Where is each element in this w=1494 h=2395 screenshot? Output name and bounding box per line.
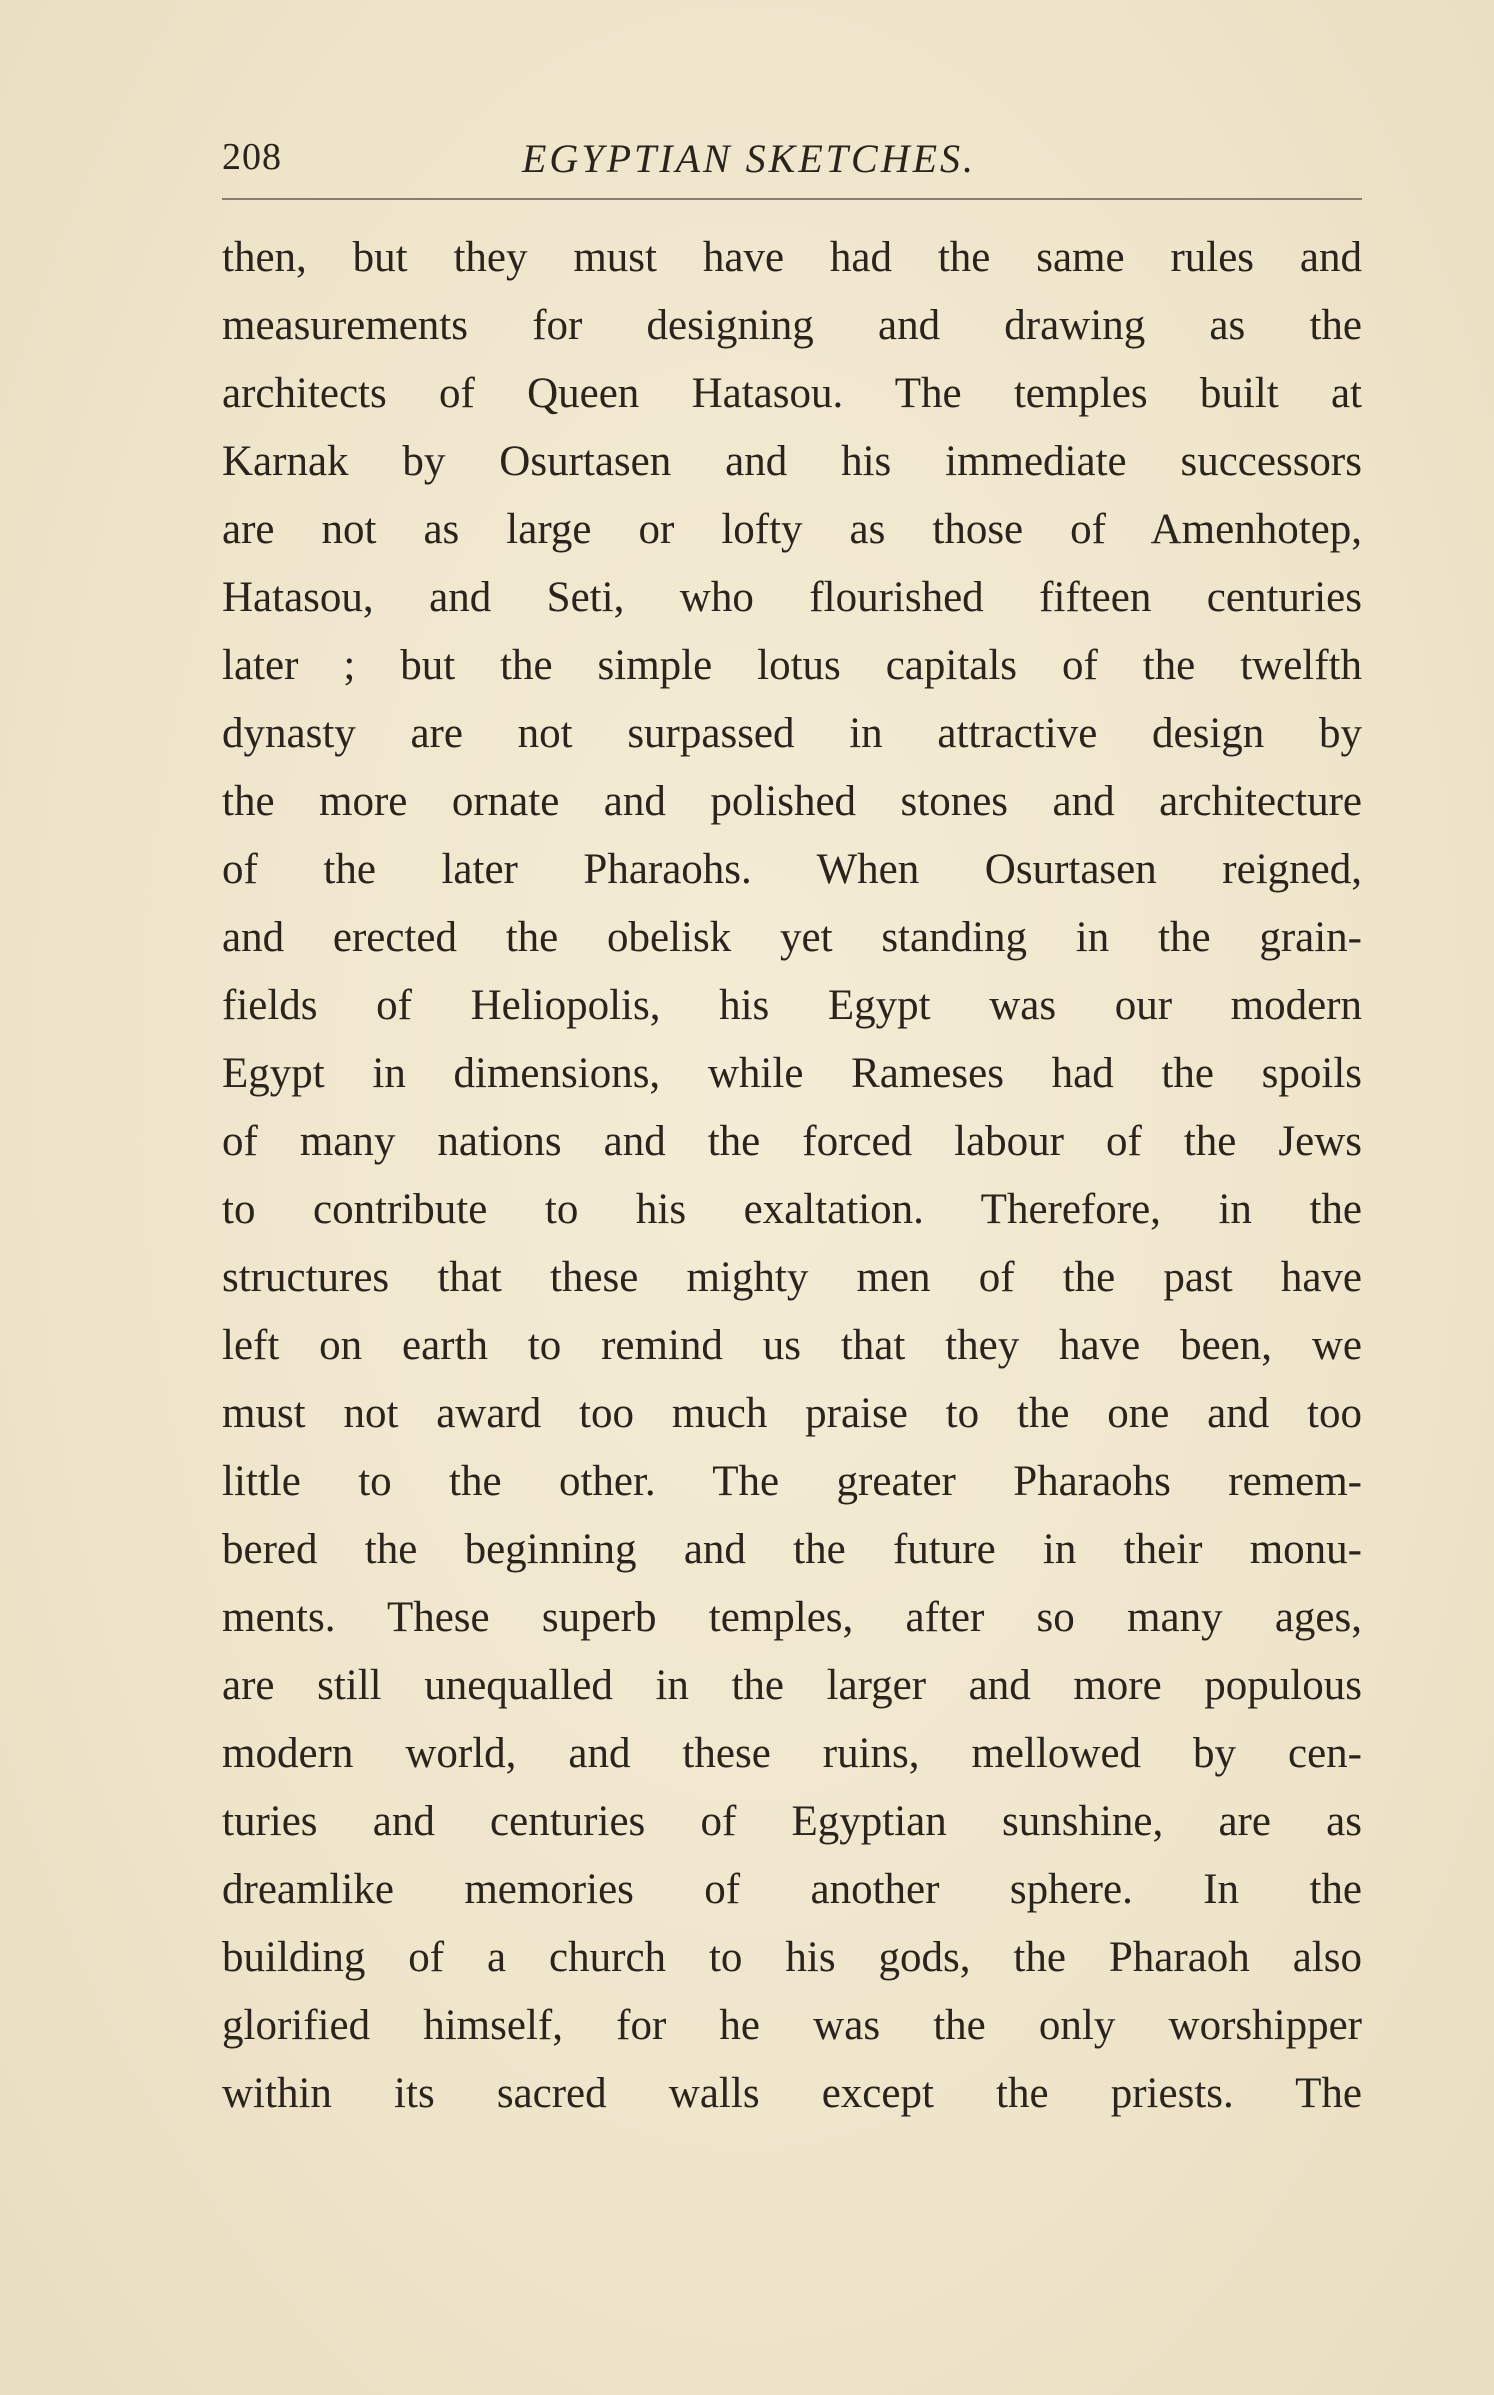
page-number: 208 [222,136,282,178]
text-line: are still unequalled in the larger and more populous [222,1662,1362,1709]
text-line: ments. These superb temples, after so many ages, [222,1594,1362,1641]
text-line: the more ornate and polished stones and architecture [222,778,1362,825]
text-line: architects of Queen Hatasou. The temples built at [222,370,1362,417]
text-line: Karnak by Osurtasen and his immediate successors [222,438,1362,485]
text-line: then, but they must have had the same rules and [222,234,1362,281]
text-line: must not award too much praise to the one and too [222,1390,1362,1437]
text-line: turies and centuries of Egyptian sunshine, are as [222,1798,1362,1845]
text-line: little to the other. The greater Pharaohs remem- [222,1458,1362,1505]
header-rule [222,198,1362,200]
text-line: dreamlike memories of another sphere. In the [222,1866,1362,1913]
text-line: Egypt in dimensions, while Rameses had the spoils [222,1050,1362,1097]
text-line: later ; but the simple lotus capitals of the twelfth [222,642,1362,689]
text-line: and erected the obelisk yet standing in the grain- [222,914,1362,961]
text-line: structures that these mighty men of the past have [222,1254,1362,1301]
text-line: glorified himself, for he was the only worshipper [222,2002,1362,2049]
text-line: fields of Heliopolis, his Egypt was our modern [222,982,1362,1029]
text-line: of many nations and the forced labour of the Jews [222,1118,1362,1165]
text-line: Hatasou, and Seti, who flourished fifteen centuries [222,574,1362,621]
body-text [222,224,1362,2128]
text-line: are not as large or lofty as those of Amenhotep, [222,506,1362,553]
page-header [222,135,1362,195]
text-line: dynasty are not surpassed in attractive design by [222,710,1362,757]
running-title: EGYPTIAN SKETCHES. [522,136,977,181]
text-line: modern world, and these ruins, mellowed by cen- [222,1730,1362,1777]
text-line: to contribute to his exaltation. Therefore, in the [222,1186,1362,1233]
text-line: bered the beginning and the future in their monu- [222,1526,1362,1573]
text-line: left on earth to remind us that they have been, we [222,1322,1362,1369]
text-line: building of a church to his gods, the Pharaoh also [222,1934,1362,1981]
text-line: measurements for designing and drawing as the [222,302,1362,349]
text-line: within its sacred walls except the priests. The [222,2070,1362,2117]
text-line: of the later Pharaohs. When Osurtasen reigned, [222,846,1362,893]
